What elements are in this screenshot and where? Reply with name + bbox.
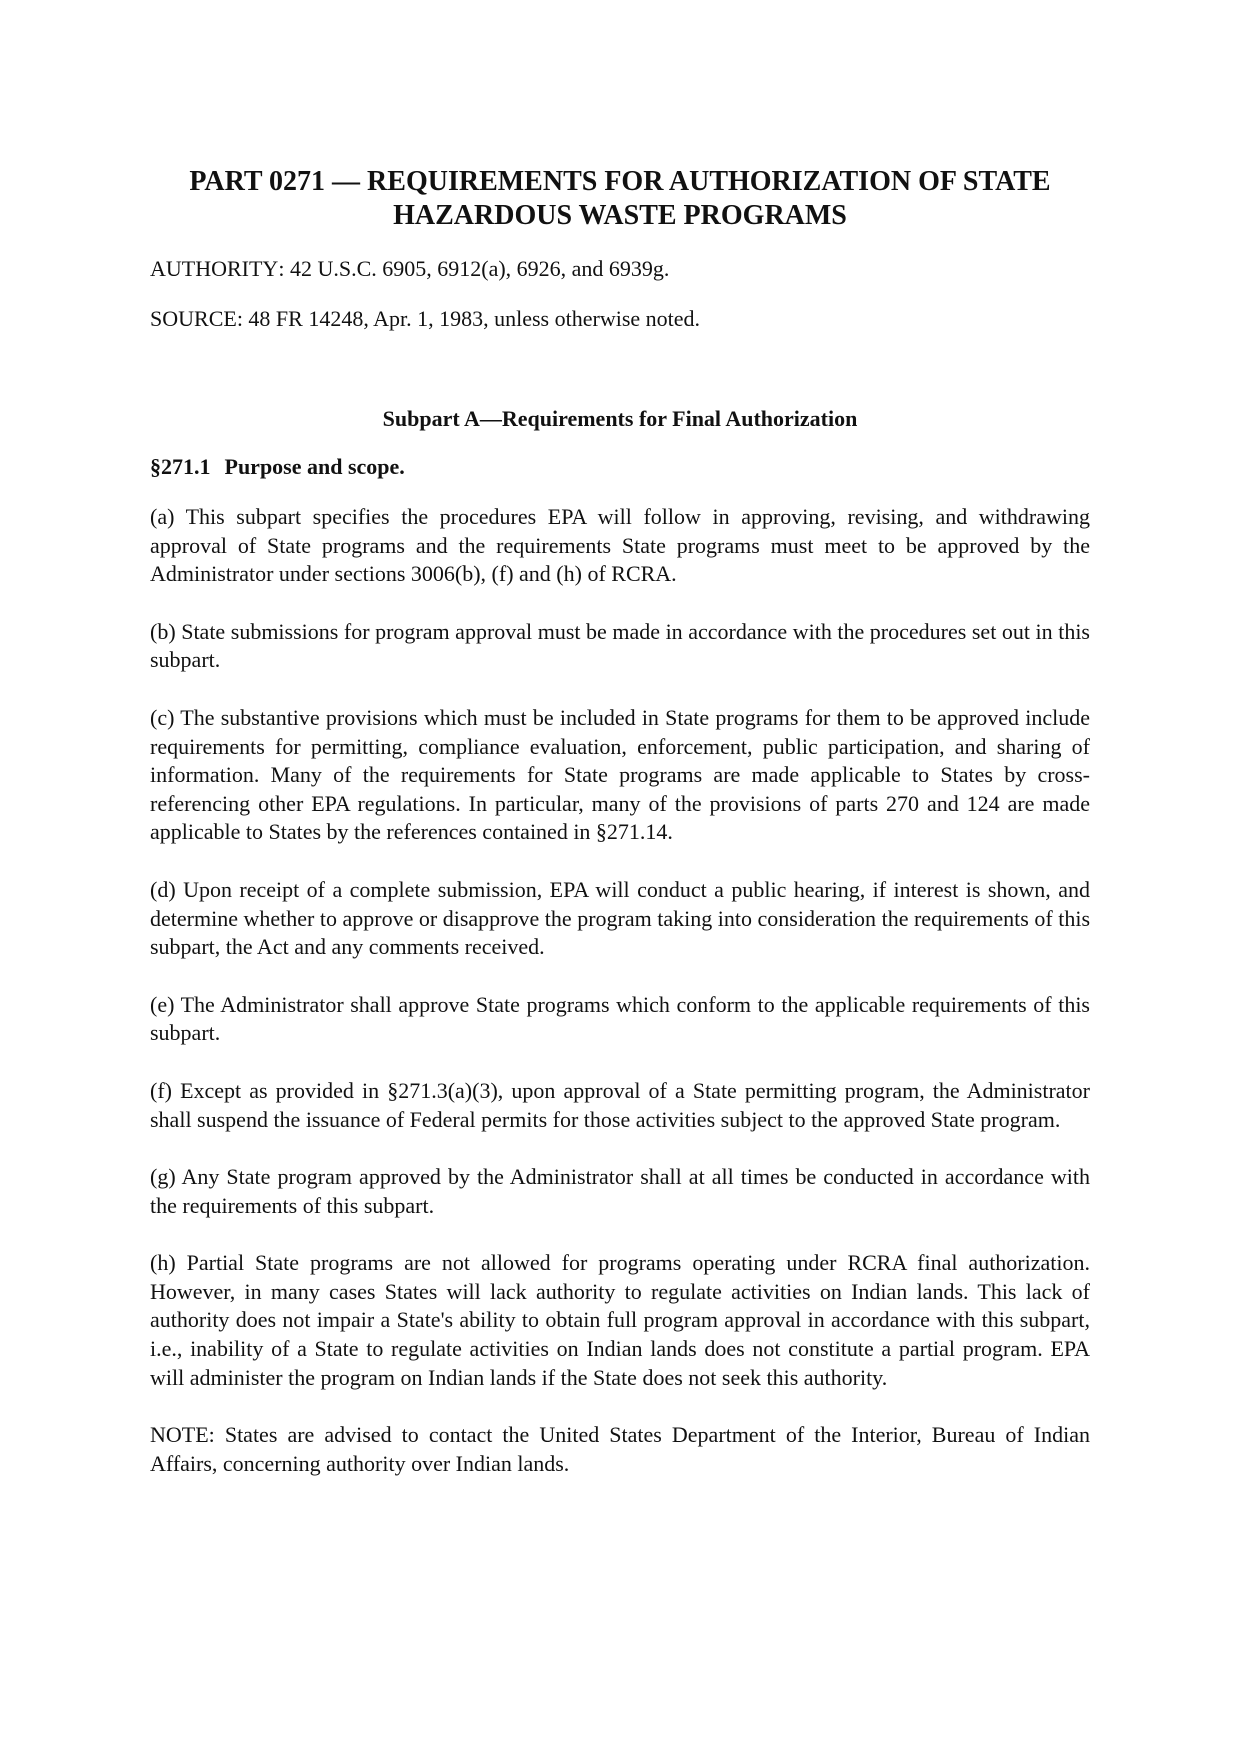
authority-text: : 42 U.S.C. 6905, 6912(a), 6926, and 6939g.	[278, 256, 670, 281]
paragraph-a: (a) This subpart specifies the procedures EPA will follow in approving, revising, and withdrawing approval of State programs and the requirements State programs must meet to be approved by the Administrator under sections 3006(b), (f) and (h) of RCRA.	[150, 504, 1090, 587]
note-text: : States are advised to contact the United States Department of the Interior, Bureau of Indian Affairs, concerning authority over Indian lands.	[150, 1422, 1090, 1476]
part-title: PART 0271 — REQUIREMENTS FOR AUTHORIZATION OF STATE HAZARDOUS WASTE PROGRAMS	[189, 166, 1051, 231]
paragraph-e: (e) The Administrator shall approve State programs which conform to the applicable requirements of this subpart.	[150, 991, 1090, 1046]
paragraph-f: (f) Except as provided in §271.3(a)(3), upon approval of a State permitting program, the Administrator shall suspend the issuance of Federal permits for those activities subject to the approved State program.	[150, 1077, 1090, 1132]
authority-label-rest: UTHORITY	[165, 256, 279, 281]
paragraph-c: (c) The substantive provisions which must be included in State programs for them to be approved include requirements for permitting, compliance evaluation, enforcement, public participation, and sharing of information. Many of the requirements for State programs are made applicable to States by cross-referencing other EPA regulations. In particular, many of the provisions of parts 270 and 124 are made applicable to States by the references contained in §271.14.	[150, 704, 1090, 845]
paragraph-b: (b) State submissions for program approval must be made in accordance with the procedures set out in this subpart.	[150, 618, 1090, 673]
authority-label-initial: A	[150, 256, 166, 281]
subpart-title: Subpart A—Requirements for Final Authorization	[382, 406, 858, 431]
paragraph-d: (d) Upon receipt of a complete submission, EPA will conduct a public hearing, if interest is shown, and determine whether to approve or disapprove the program taking into consideration the requirements of this subpart, the Act and any comments received.	[150, 876, 1090, 960]
source-line	[150, 305, 1090, 333]
authority-line	[150, 255, 1090, 283]
paragraph-h: (h) Partial State programs are not allowed for programs operating under RCRA final authorization. However, in many cases States will lack authority to regulate activities on Indian lands. This lack of authority does not impair a State's ability to obtain full program approval in accordance with this subpart, i.e., inability of a State to regulate activities on Indian lands does not constitute a partial program. EPA will administer the program on Indian lands if the State does not seek this authority.	[150, 1250, 1090, 1390]
note-label-initial: N	[150, 1422, 166, 1448]
document-page	[150, 165, 1090, 1507]
section-title: Purpose and scope.	[224, 454, 405, 479]
paragraph-g: (g) Any State program approved by the Administrator shall at all times be conducted in accordance with the requirements of this subpart.	[150, 1164, 1090, 1218]
note-paragraph	[150, 1421, 1090, 1478]
section-number: §271.1	[150, 454, 211, 479]
source-label-rest: OURCE	[162, 306, 237, 331]
section-heading	[150, 453, 1090, 481]
note-label-rest: OTE	[165, 1422, 209, 1448]
source-label-initial: S	[150, 306, 163, 331]
source-text: : 48 FR 14248, Apr. 1, 1983, unless otherwise noted.	[236, 306, 701, 331]
